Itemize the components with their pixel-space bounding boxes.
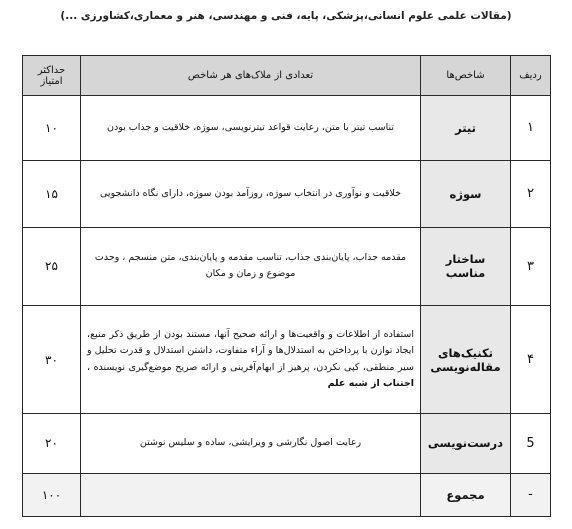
header-criteria: تعدادی از ملاک‌های هر شاخص bbox=[81, 56, 421, 96]
total-label: مجموع bbox=[421, 473, 511, 516]
table-row bbox=[23, 414, 551, 474]
indicator-name: درست‌نویسی bbox=[421, 414, 511, 474]
document-title: (مقالات علمی علوم انسانی،پزشکی، پایه، فنی و مهندسی، هنر و معماری،کشاورزی ...) bbox=[60, 10, 512, 22]
total-row-number: - bbox=[511, 473, 551, 516]
criteria-text: تناسب تیتر با متن، رعایت قواعد تیترنویسی، سوژه، خلاقیت و جذاب بودن bbox=[81, 96, 421, 161]
table-header-row bbox=[23, 56, 551, 96]
header-max-score: حداکثر امتیاز bbox=[23, 56, 81, 96]
total-empty-cell bbox=[81, 473, 421, 516]
row-number: ۴ bbox=[511, 305, 551, 413]
indicator-name: تکنیک‌های مقاله‌نویسی bbox=[421, 305, 511, 413]
total-score: ۱۰۰ bbox=[23, 473, 81, 516]
criteria-text: مقدمه جذاب، پایان‌بندی جذاب، تناسب مقدمه و پایان‌بندی، متن منسجم ، وحدت موضوع و زمان و مکان bbox=[81, 228, 421, 306]
row-number: ۳ bbox=[511, 228, 551, 306]
header-row-number: ردیف bbox=[511, 56, 551, 96]
indicator-name: تیتر bbox=[421, 96, 511, 161]
max-score: ۳۰ bbox=[23, 305, 81, 413]
criteria-text bbox=[81, 305, 421, 413]
max-score: ۲۵ bbox=[23, 228, 81, 306]
total-row bbox=[23, 473, 551, 516]
row-number: 5 bbox=[511, 414, 551, 474]
criteria-text-main: استفاده از اطلاعات و واقعیت‌ها و ارائه صحیح آنها، مستند بودن از طریق ذکر منبع، ایجاد توازن با پرداختن به استدلال‌ها و آراء متفاوت، داشتن استدلال و قدرت تحلیل و سیر منطقی، کپی نکردن، پرهیز از ابهام‌آفرینی و ارائه صریح موضع‌گیری نویسنده ، bbox=[87, 329, 414, 373]
table-row bbox=[23, 96, 551, 161]
max-score: ۱۵ bbox=[23, 160, 81, 227]
criteria-table bbox=[22, 55, 551, 517]
header-indicators: شاخص‌ها bbox=[421, 56, 511, 96]
indicator-name: ساختار مناسب bbox=[421, 228, 511, 306]
max-score: ۱۰ bbox=[23, 96, 81, 161]
max-score: ۲۰ bbox=[23, 414, 81, 474]
table-row bbox=[23, 160, 551, 227]
criteria-text: خلاقیت و نوآوری در انتخاب سوژه، روزآمد بودن سوژه، دارای نگاه دانشجویی bbox=[81, 160, 421, 227]
row-number: ۱ bbox=[511, 96, 551, 161]
criteria-text-emphasis: اجتناب از شبه علم bbox=[327, 377, 414, 389]
row-number: ۲ bbox=[511, 160, 551, 227]
criteria-text: رعایت اصول نگارشی و ویرایشی، ساده و سلیس نوشتن bbox=[81, 414, 421, 474]
table-row bbox=[23, 305, 551, 413]
table-row bbox=[23, 228, 551, 306]
indicator-name: سوژه bbox=[421, 160, 511, 227]
